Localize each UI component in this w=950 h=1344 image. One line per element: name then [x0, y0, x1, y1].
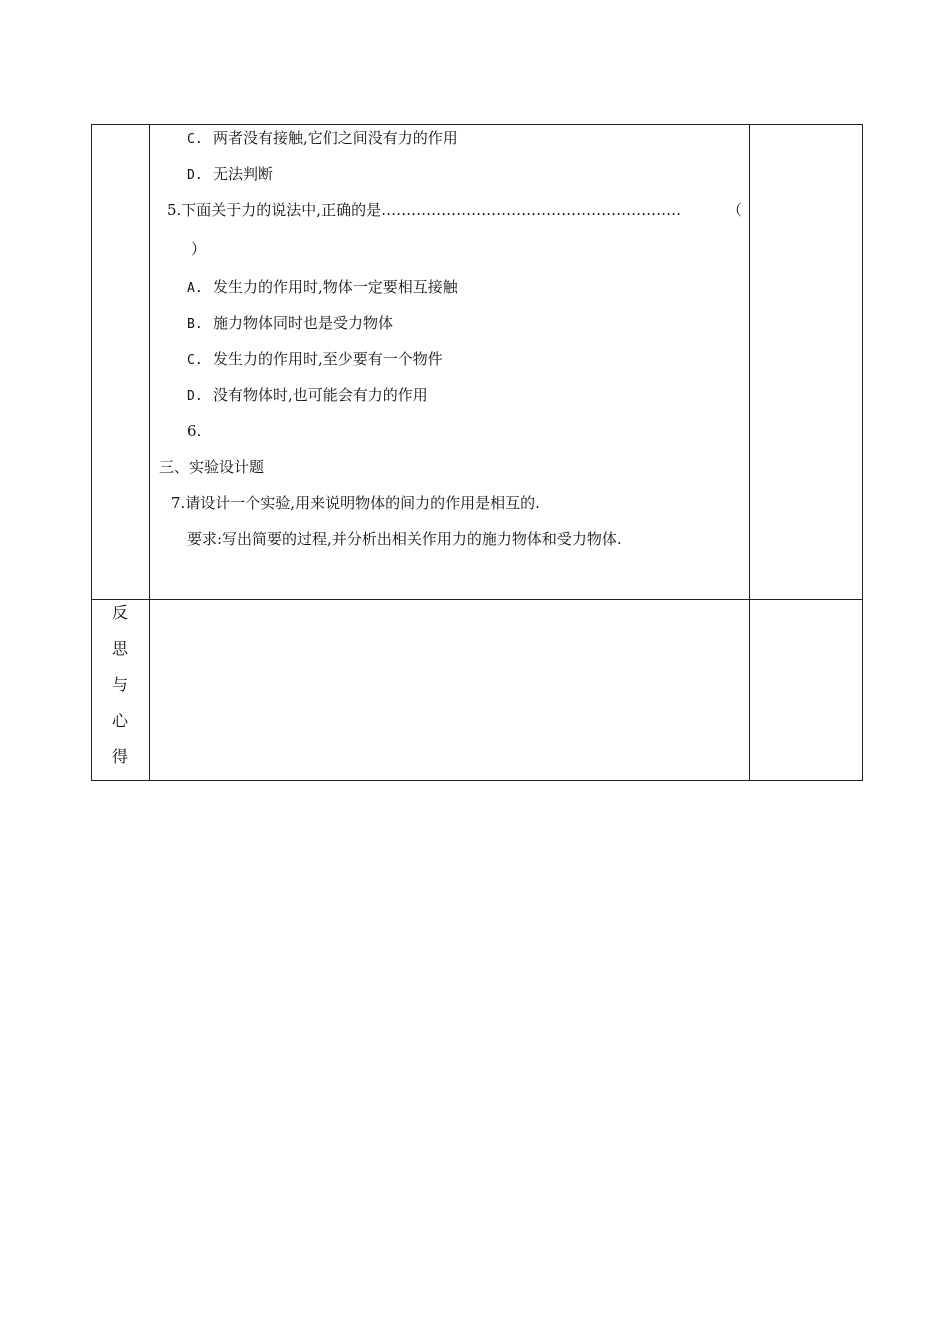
worksheet-table	[91, 124, 863, 781]
table-border	[91, 124, 863, 781]
answer-dots: ……………………………………………………	[381, 201, 682, 219]
row-divider	[91, 599, 863, 600]
option-letter: C.	[187, 353, 203, 368]
option-letter: D.	[187, 168, 203, 183]
reflection-char: 反	[111, 603, 128, 622]
option-letter: A.	[187, 281, 203, 296]
option-text: 施力物体同时也是受力物体	[213, 314, 394, 332]
option-letter: B.	[187, 317, 203, 332]
option-letter: D.	[187, 389, 203, 404]
option-text: 无法判断	[213, 165, 274, 183]
column-divider-right	[749, 124, 750, 781]
section-3-title: 三、实验设计题	[159, 458, 265, 476]
q7-requirement: 要求:写出简要的过程,并分析出相关作用力的施力物体和受力物体.	[187, 530, 622, 548]
reflection-char: 得	[111, 747, 128, 766]
q7-stem: 7.请设计一个实验,用来说明物体的间力的作用是相互的.	[171, 494, 540, 512]
q5-paren-open: （	[727, 201, 743, 219]
q5-option-a	[187, 277, 458, 299]
q4-option-c	[187, 128, 458, 150]
q5-option-d	[187, 385, 428, 407]
option-text: 发生力的作用时,至少要有一个物件	[213, 350, 443, 368]
q5-option-c	[187, 349, 443, 371]
q5-stem	[167, 200, 681, 220]
option-text: 发生力的作用时,物体一定要相互接触	[213, 278, 458, 296]
q6-label: 6.	[187, 422, 202, 440]
question-stem: 5.下面关于力的说法中,正确的是	[167, 201, 382, 219]
option-text: 两者没有接触,它们之间没有力的作用	[213, 129, 458, 147]
q5-option-b	[187, 313, 393, 335]
q4-option-d	[187, 164, 273, 186]
option-text: 没有物体时,也可能会有力的作用	[213, 386, 428, 404]
reflection-char: 思	[111, 639, 128, 658]
column-divider-left	[149, 124, 150, 781]
reflection-char: 心	[111, 711, 128, 730]
option-letter: C.	[187, 132, 203, 147]
q5-paren-close: ）	[191, 240, 207, 258]
reflection-char: 与	[111, 675, 128, 694]
